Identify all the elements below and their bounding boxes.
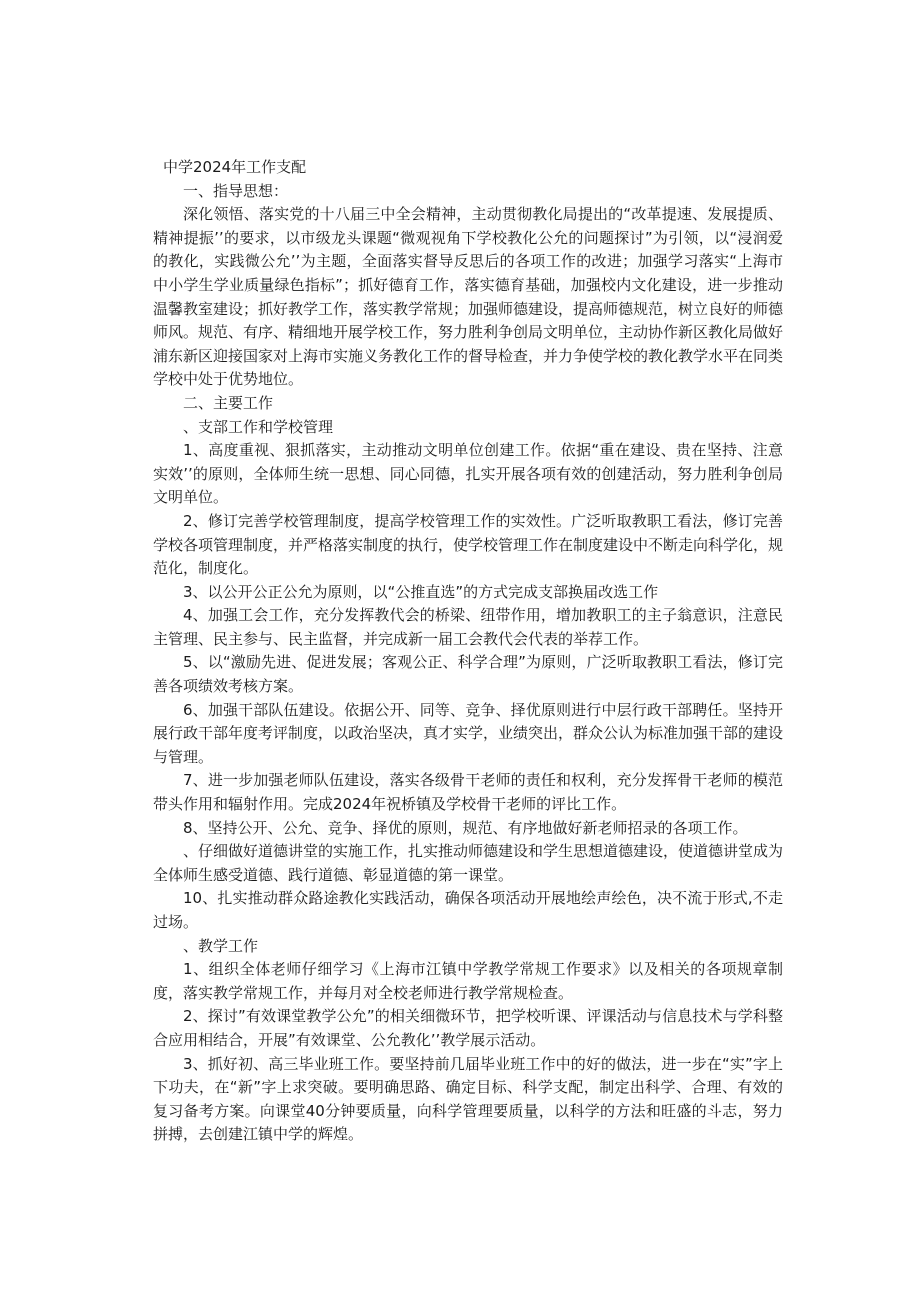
- list-item: 7、进一步加强老师队伍建设，落实各级骨干老师的责任和权利，充分发挥骨干老师的模范带头作用和辐射作用。完成2024年祝桥镇及学校骨干老师的评比工作。: [153, 771, 783, 814]
- list-item: 1、高度重视、狠抓落实，主动推动文明单位创建工作。依据“重在建设、贵在坚持、注意实效’’的原则，全体师生统一思想、同心同德，扎实开展各项有效的创建活动，努力胜利争创局文明单位。: [153, 441, 783, 507]
- guiding-thought-paragraph: 深化领悟、落实党的十八届三中全会精神，主动贯彻教化局提出的“改革提速、发展提质、精神提振’’的要求，以市级龙头课题“微观视角下学校教化公允的问题探讨”为引领，以“浸润爱的教化，实践微公允’’为主题，全面落实督导反思后的各项工作的改进；加强学习落实“上海市中小学生学业质量绿色指标”；抓好德育工作，落实德育基础，加强校内文化建设，进一步推动温馨教室建设；抓好教学工作，落实教学常规；加强师德建设，提高师德规范，树立良好的师德师风。规范、有序、精细地开展学校工作，努力胜利争创局文明单位，主动协作新区教化局做好浦东新区迎接国家对上海市实施义务教化工作的督导检查，并力争使学校的教化教学水平在同类学校中处于优势地位。: [153, 205, 784, 389]
- document-title: 中学2024年工作支配: [163, 158, 307, 176]
- list-item: 3、以公开公正公允为原则，以“公推直选”的方式完成支部换届改选工作: [183, 582, 659, 601]
- list-item: 10、扎实推动群众路途教化实践活动，确保各项活动开展地绘声绘色，决不流于形式,不走过场。: [153, 889, 783, 931]
- document-page: [153, 156, 783, 1147]
- subsection-heading-teaching-work: 、教学工作: [183, 936, 259, 955]
- section-heading-main-work: 二、主要工作: [183, 393, 274, 412]
- list-item: 6、加强干部队伍建设。依据公开、同等、竞争、择优原则进行中层行政干部聘任。坚持开展行政干部年度考评制度，以政治坚决，真才实学，业绩突出，群众公认为标准加强干部的建设与管理。: [153, 700, 784, 766]
- list-item: 、仔细做好道德讲堂的实施工作，扎实推动师德建设和学生思想道德建设，使道德讲堂成为全体师生感受道德、践行道德、彰显道德的第一课堂。: [153, 842, 784, 884]
- list-item: 4、加强工会工作，充分发挥教代会的桥梁、纽带作用，增加教职工的主子翁意识，注意民主管理、民主参与、民主监督，并完成新一届工会教代会代表的举荐工作。: [153, 606, 783, 648]
- list-item: 2、修订完善学校管理制度，提高学校管理工作的实效性。广泛听取教职工看法，修订完善学校各项管理制度，并严格落实制度的执行，使学校管理工作在制度建设中不断走向科学化，规范化，制度化。: [153, 511, 784, 578]
- section-heading-guiding-thought: 一、指导思想：: [183, 181, 289, 200]
- list-item: 5、以“激励先进、促进发展；客观公正、科学合理”为原则，广泛听取教职工看法，修订完善各项绩效考核方案。: [153, 653, 783, 696]
- list-item: 3、抓好初、高三毕业班工作。要坚持前几届毕业班工作中的好的做法，进一步在“实”字上下功夫，在“新”字上求突破。要明确思路、确定目标、科学支配，制定出科学、合理、有效的复习备考方案。向课堂40分钟要质量，向科学管理要质量，以科学的方法和旺盛的斗志，努力拼搏，去创建江镇中学的辉煌。: [153, 1054, 783, 1144]
- list-item: 8、坚持公开、公允、竞争、择优的原则，规范、有序地做好新老师招录的各项工作。: [183, 818, 748, 837]
- list-item: 1、组织全体老师仔细学习《上海市江镇中学教学常规工作要求》以及相关的各项规章制度，落实教学常规工作，并每月对全校老师进行教学常规检查。: [153, 960, 783, 1002]
- list-item: 2、探讨”有效课堂教学公允”的相关细微环节，把学校听课、评课活动与信息技术与学科整合应用相结合，开展”有效课堂、公允教化’’教学展示活动。: [153, 1007, 783, 1049]
- subsection-heading-party-management: 、支部工作和学校管理: [183, 417, 334, 436]
